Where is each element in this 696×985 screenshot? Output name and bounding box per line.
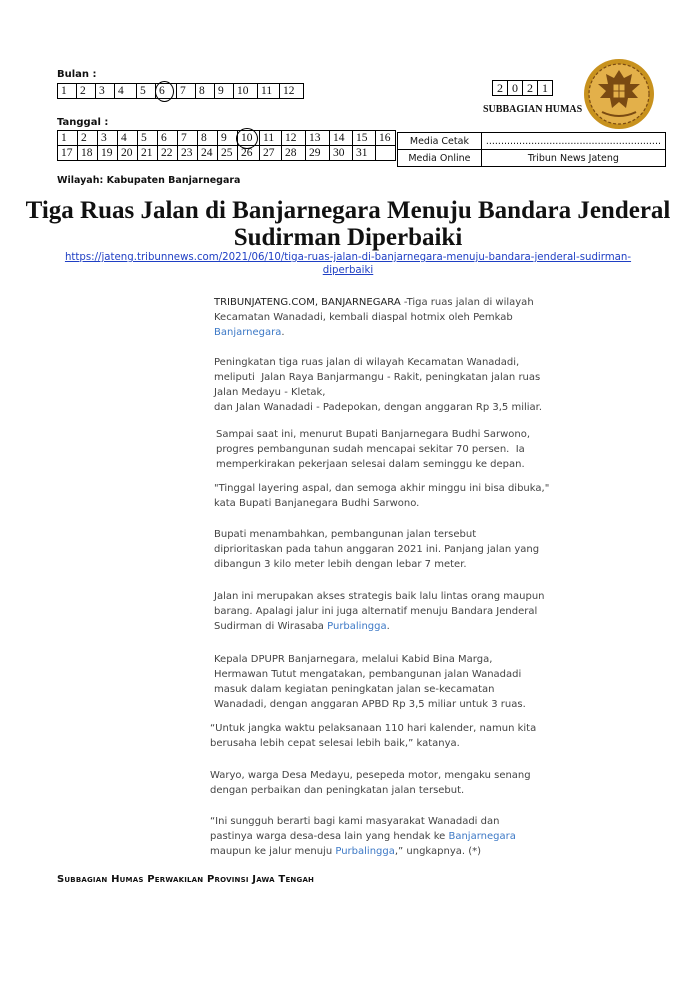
month-cell: 12 xyxy=(280,84,304,99)
month-cell: 7 xyxy=(177,84,196,99)
url-line[interactable]: diperbaiki xyxy=(322,265,374,276)
title-line: Tiga Ruas Jalan di Banjarnegara Menuju Bandara Jenderal xyxy=(25,197,671,224)
day-cell: 11 xyxy=(260,131,282,146)
article-line: memperkirakan pekerjaan selesai dalam seminggu ke depan. xyxy=(216,459,525,470)
month-cell: 1 xyxy=(58,84,77,99)
day-cell: 31 xyxy=(353,146,376,161)
tanggal-label: Tanggal : xyxy=(57,117,109,128)
day-cell: 5 xyxy=(138,131,158,146)
article-line: “Ini sungguh berarti bagi kami masyarakat Wanadadi dan xyxy=(210,816,500,827)
month-cell: 10 xyxy=(234,84,258,99)
article-line: masuk dalam kegiatan peningkatan jalan se-kecamatan xyxy=(214,684,495,695)
article-line: Sampai saat ini, menurut Bupati Banjarnegara Budhi Sarwono, xyxy=(216,429,531,440)
day-cell: 1 xyxy=(58,131,78,146)
banjarnegara-link[interactable]: Banjarnegara xyxy=(214,327,282,338)
article-line: dibangun 3 kilo meter lebih dengan lebar 7 meter. xyxy=(214,559,467,570)
day-cell: 27 xyxy=(260,146,282,161)
article-line: Kecamatan Wanadadi, kembali diaspal hotmix oleh Pemkab xyxy=(214,312,513,323)
day-cell: 7 xyxy=(178,131,198,146)
title-line: Sudirman Diperbaiki xyxy=(233,224,463,251)
day-cell: 21 xyxy=(138,146,158,161)
day-cell: 13 xyxy=(306,131,330,146)
day-cell: 20 xyxy=(118,146,138,161)
day-cell: 25 xyxy=(218,146,238,161)
bulan-label: Bulan : xyxy=(57,69,97,80)
article-line: Banjarnegara. xyxy=(214,327,285,338)
dateline: TRIBUNJATENG.COM, BANJARNEGARA xyxy=(214,297,401,308)
article-line: Wanadadi, dengan anggaran APBD Rp 3,5 miliar untuk 3 ruas. xyxy=(214,699,526,710)
day-cell: 30 xyxy=(330,146,353,161)
month-cell: 11 xyxy=(258,84,280,99)
article-line: progres pembangunan sudah mencapai sekitar 70 persen. Ia xyxy=(216,444,525,455)
purbalingga-link[interactable]: Purbalingga xyxy=(335,846,395,857)
article-line: "Tinggal layering aspal, dan semoga akhir minggu ini bisa dibuka," xyxy=(214,483,550,494)
article-line: berusaha lebih cepat selesai lebih baik,” katanya. xyxy=(210,738,460,749)
article-line: Jalan ini merupakan akses strategis baik lalu lintas orang maupun xyxy=(214,591,545,602)
month-cell-selected: 6 xyxy=(156,84,177,99)
subbagian-label: SUBBAGIAN HUMAS xyxy=(483,104,583,115)
article-line: maupun ke jalur menuju Purbalingga,” ungkapnya. (*) xyxy=(210,846,482,857)
footer-label: Subbagian Humas Perwakilan Provinsi Jawa Tengah xyxy=(57,874,315,885)
media-online-label: Media Online xyxy=(398,150,482,167)
day-cell: 29 xyxy=(306,146,330,161)
day-cell: 26 xyxy=(238,146,260,161)
year-digit: 1 xyxy=(538,81,553,96)
month-cell: 4 xyxy=(115,84,137,99)
article-line: dengan perbaikan dan peningkatan jalan tersebut. xyxy=(210,785,465,796)
article-line: Sudirman di Wirasaba Purbalingga. xyxy=(214,621,390,632)
year-digit: 0 xyxy=(508,81,523,96)
article-line: pastinya warga desa-desa lain yang hendak ke Banjarnegara xyxy=(210,831,516,842)
article-line: Waryo, warga Desa Medayu, pesepeda motor, mengaku senang xyxy=(210,770,531,781)
day-cell: 6 xyxy=(158,131,178,146)
article-line: “Untuk jangka waktu pelaksanaan 110 hari kalender, namun kita xyxy=(210,723,537,734)
month-cell: 9 xyxy=(215,84,234,99)
day-cell-selected: 10 xyxy=(238,131,260,146)
day-cell: 12 xyxy=(282,131,306,146)
article-line: kata Bupati Banjanegara Budhi Sarwono. xyxy=(214,498,420,509)
article-line: barang. Apalagi jalur ini juga alternatif menuju Bandara Jenderal xyxy=(214,606,538,617)
article-line: Peningkatan tiga ruas jalan di wilayah Kecamatan Wanadadi, xyxy=(214,357,520,368)
article-line: Bupati menambahkan, pembangunan jalan tersebut xyxy=(214,529,477,540)
url-line[interactable]: https://jateng.tribunnews.com/2021/06/10/tiga-ruas-jalan-di-banjarnegara-menuju-bandara-jenderal-sudirman- xyxy=(64,252,632,263)
month-cell: 5 xyxy=(137,84,156,99)
article-line: diprioritaskan pada tahun anggaran 2021 ini. Panjang jalan yang xyxy=(214,544,540,555)
article-line: TRIBUNJATENG.COM, BANJARNEGARA -Tiga ruas jalan di wilayah xyxy=(214,297,534,308)
article-line: Hermawan Tutut mengatakan, pembangunan jalan Wanadadi xyxy=(214,669,522,680)
day-cell: 2 xyxy=(78,131,98,146)
article-line: Jalan Medayu - Kletak, xyxy=(214,387,326,398)
day-cell: 19 xyxy=(98,146,118,161)
day-cell: 23 xyxy=(178,146,198,161)
month-cell: 8 xyxy=(196,84,215,99)
day-cell: 22 xyxy=(158,146,178,161)
day-cell: 24 xyxy=(198,146,218,161)
year-digit: 2 xyxy=(523,81,538,96)
day-cell: 15 xyxy=(353,131,376,146)
media-cetak-value: .......................................................... xyxy=(481,133,665,150)
day-cell: 18 xyxy=(78,146,98,161)
day-cell: 3 xyxy=(98,131,118,146)
day-cell: 4 xyxy=(118,131,138,146)
day-cell: 17 xyxy=(58,146,78,161)
article-line: dan Jalan Wanadadi - Padepokan, dengan anggaran Rp 3,5 miliar. xyxy=(214,402,543,413)
article-line: meliputi Jalan Raya Banjarmangu - Rakit, peningkatan jalan ruas xyxy=(214,372,541,383)
day-cell: 8 xyxy=(198,131,218,146)
day-cell: 9 xyxy=(218,131,238,146)
purbalingga-link[interactable]: Purbalingga xyxy=(327,621,387,632)
media-online-value: Tribun News Jateng xyxy=(481,150,665,167)
day-cell: 14 xyxy=(330,131,353,146)
banjarnegara-link[interactable]: Banjarnegara xyxy=(448,831,516,842)
month-cell: 3 xyxy=(96,84,115,99)
day-cell: 28 xyxy=(282,146,306,161)
month-cell: 2 xyxy=(77,84,96,99)
article-line: Kepala DPUPR Banjarnegara, melalui Kabid Bina Marga, xyxy=(214,654,493,665)
day-cell: 16 xyxy=(376,131,396,146)
media-cetak-label: Media Cetak xyxy=(398,133,482,150)
year-digit: 2 xyxy=(493,81,508,96)
wilayah-label: Wilayah: Kabupaten Banjarnegara xyxy=(57,175,241,186)
